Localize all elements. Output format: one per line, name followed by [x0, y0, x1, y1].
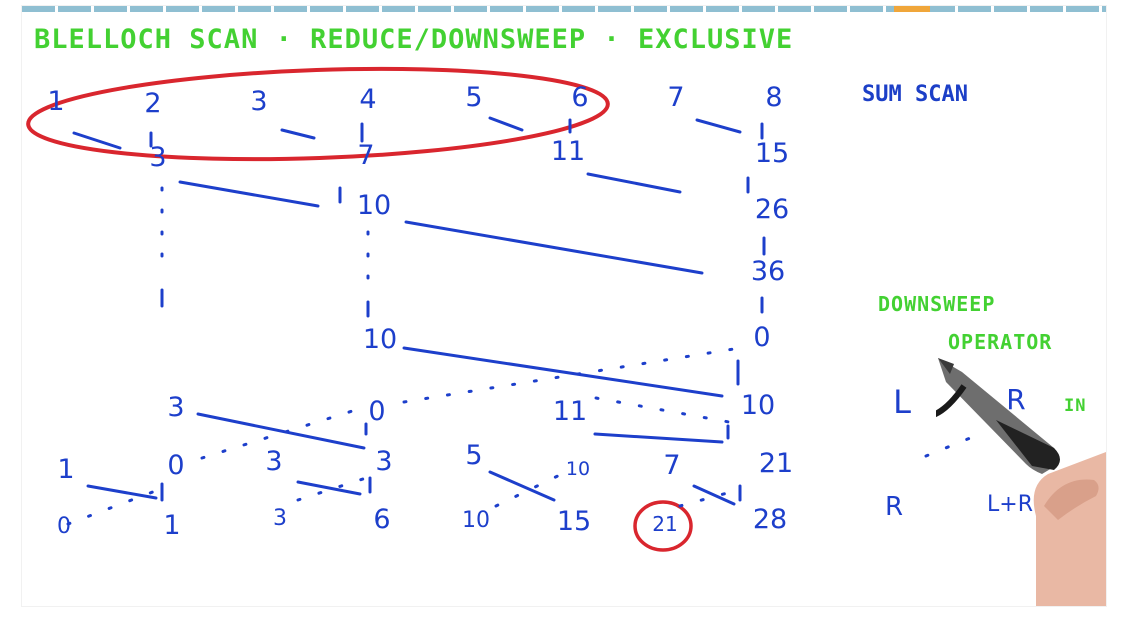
- hand-with-marker: [936, 356, 1106, 606]
- reduce-l0-8: 8: [765, 82, 783, 113]
- reduce-l0-2: 2: [144, 88, 162, 119]
- reduce-l0-5: 5: [465, 82, 483, 113]
- down2-3b: 3: [375, 446, 393, 477]
- down2-10: 10: [565, 458, 591, 480]
- whiteboard: [22, 6, 1106, 606]
- down0-0: 0: [753, 322, 771, 353]
- reduce-l3-36: 36: [750, 256, 786, 287]
- result-21: 21: [652, 512, 678, 536]
- down2-7: 7: [663, 450, 681, 481]
- diagram-title: BLELLOCH SCAN · REDUCE/DOWNSWEEP · EXCLUSIVE: [34, 24, 794, 55]
- result-28: 28: [752, 504, 788, 535]
- down2-21: 21: [758, 448, 794, 479]
- result-10: 10: [462, 508, 490, 533]
- operator-out-right: L+R: [987, 492, 1033, 517]
- downsweep-heading-2: OPERATOR: [948, 330, 1053, 354]
- down1-11: 11: [552, 396, 588, 427]
- result-15: 15: [556, 506, 592, 537]
- reduce-l2-10: 10: [356, 190, 392, 221]
- down1-0: 0: [368, 396, 386, 427]
- down2-5: 5: [465, 440, 483, 471]
- reduce-l0-1: 1: [47, 86, 65, 117]
- reduce-l1-15: 15: [754, 138, 790, 169]
- result-6: 6: [373, 504, 391, 535]
- down2-1: 1: [57, 454, 75, 485]
- result-0: 0: [57, 514, 71, 539]
- operator-out-left: R: [884, 492, 904, 522]
- reduce-l2-26: 26: [754, 194, 790, 225]
- reduce-l0-7: 7: [667, 82, 685, 113]
- operator-right-in: R: [1006, 383, 1026, 416]
- sum-scan-label: SUM SCAN: [862, 82, 968, 107]
- result-3: 3: [273, 506, 287, 531]
- highlight-ellipse: [27, 60, 610, 171]
- down2-3: 3: [265, 446, 283, 477]
- reduce-l0-6: 6: [571, 82, 589, 113]
- operator-in-label: IN: [1064, 396, 1087, 416]
- reduce-l1-11: 11: [550, 136, 586, 167]
- down0-10: 10: [362, 324, 398, 355]
- downsweep-heading-1: DOWNSWEEP: [878, 292, 996, 316]
- down1-3: 3: [167, 392, 185, 423]
- reduce-l0-4: 4: [359, 84, 377, 115]
- reduce-l1-3: 3: [149, 142, 167, 173]
- operator-left: L: [893, 383, 911, 421]
- result-1: 1: [163, 510, 181, 541]
- down2-0: 0: [167, 450, 185, 481]
- down1-10: 10: [740, 390, 776, 421]
- reduce-l1-7: 7: [357, 140, 375, 171]
- reduce-l0-3: 3: [250, 86, 268, 117]
